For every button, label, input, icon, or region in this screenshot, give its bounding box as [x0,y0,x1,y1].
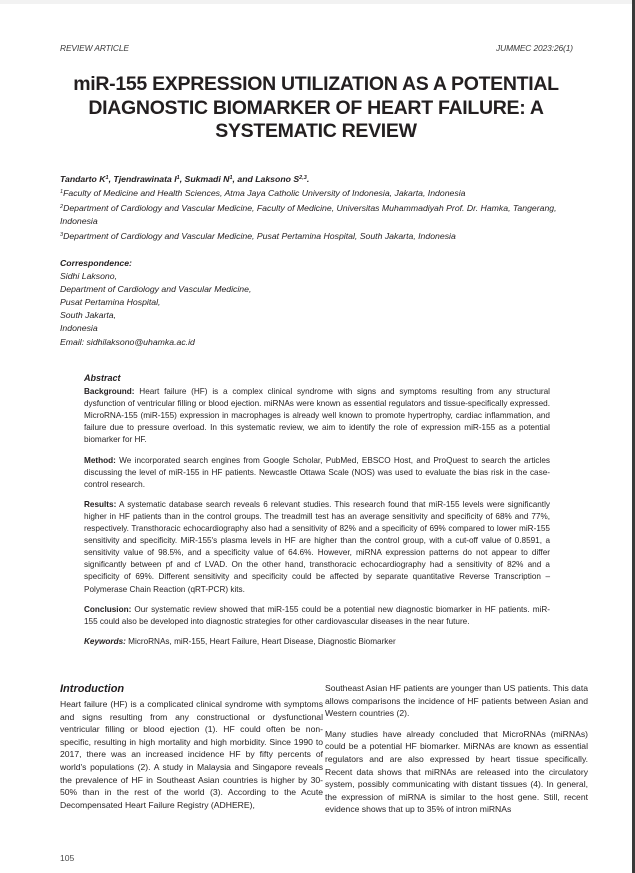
affiliation-sup: 2 [60,203,64,210]
author-name: , Tjendrawinata I [108,174,177,184]
introduction-heading: Introduction [60,683,125,695]
correspondence-line: Indonesia [60,323,98,334]
keywords-label: Keywords: [84,636,126,646]
author-list-end: . [306,174,310,184]
affiliation-sup: 3 [60,231,64,238]
author-affiliation-sup: 1 [105,175,109,181]
method-text: We incorporated search engines from Google Scholar, PubMed, EBSCO Host, and ProQuest to search the articles discussing the level of miR-155 in HF patients. Newcastle Ottawa Scale (NOS) was used to evaluate the bias risk in the case-control research. [84,455,550,489]
running-header-journal: JUMMEC 2023:26(1) [496,43,573,53]
correspondence-label: Correspondence: [60,258,132,268]
abstract-method [84,455,550,491]
affiliation-text: Department of Cardiology and Vascular Medicine, Faculty of Medicine, Universitas Muhammadiyah Prof. Dr. Hamka, Tangerang, Indonesia [60,202,557,227]
affiliation-2 [60,201,580,229]
author-list [60,172,580,186]
title-line-1: miR-155 EXPRESSION UTILIZATION AS A POTENTIAL [73,73,559,95]
author-name: , Sukmadi N [179,174,230,184]
affiliation-sup: 1 [60,189,64,196]
method-label: Method: [84,455,116,465]
background-text: Heart failure (HF) is a complex clinical syndrome with signs and symptoms resulting from any structural dysfunction of ventricular filling or blood ejection. miRNAs were known as essential regulators and tissue-specifically expressed. MicroRNA-155 (miR-155) expression in macrophages is already well known to promote hypertrophy, cardiac inflammation, and failure due to pressure overload. In this systematic review, we aim to identify the role of expression miR-155 as a potential biomarker for HF. [84,387,550,445]
background-label: Background: [84,387,135,397]
body-column-left [60,682,323,819]
affiliation-text: Faculty of Medicine and Health Sciences, Atma Jaya Catholic University of Indonesia, Jakarta, Indonesia [63,188,466,199]
author-name: Tandarto K [60,174,106,184]
page-top-strip [0,0,633,4]
author-affiliation-sup: 1 [176,175,180,181]
keywords-text: MicroRNAs, miR-155, Heart Failure, Heart Disease, Diagnostic Biomarker [125,636,396,646]
correspondence-line: Pusat Pertamina Hospital, [60,297,161,308]
author-affiliation-sup: 1 [229,175,233,181]
running-header-article-type: REVIEW ARTICLE [60,43,129,53]
abstract-conclusion [84,604,550,628]
body-paragraph: Southeast Asian HF patients are younger than US patients. This data allows comparisons the incidence of HF patients between Asian and Western countries (2). [325,683,588,719]
conclusion-text: Our systematic review showed that miR-155 could be a potential new diagnostic biomarker in HF patients. miR-155 could also be developed into diagnostic strategies for other cardiovascular diseases in the near future. [84,604,550,626]
abstract-background [84,386,550,446]
abstract-results [84,499,550,596]
affiliation-3 [60,229,580,243]
conclusion-label: Conclusion: [84,604,132,614]
body-column-right [325,682,588,824]
page-number: 105 [60,853,75,863]
title-line-2: DIAGNOSTIC BIOMARKER OF HEART FAILURE: A [88,96,544,119]
affiliation-1 [60,186,580,200]
body-paragraph: Heart failure (HF) is a complicated clinical syndrome with symptoms and signs resulting from any constructional or dysfunctional ventricular filling or blood ejection (1). HF could often be non-specific, resulting in high mortality and high morbidity. Since 1990 to 2017, there was an increased incidence HF by fifty percents of world's populations (2). A study in Malaysia and Singapore reveals the prevalence of HF in Southeast Asian countries is higher by 30-50% than in the rest of the world (3). According to the Acute Decompensated Heart Failure Registry (ADHERE), [60,699,323,810]
correspondence-line: Sidhi Laksono, [60,271,117,282]
author-affiliation-sup: 2,3 [299,175,307,181]
body-paragraph: Many studies have already concluded that MicroRNAs (miRNAs) could be a potential HF biomarker. MiRNAs are known as essential regulators and are also expressed by heart tissue specifically. Recent data shows that miRNAs are released into the circulatory system, possibly communicating with distant tissues (4). In general, the expression of miRNA is similar to the host gene. Still, recent evidence shows that up to 35% of intron miRNAs [325,728,588,815]
abstract-heading: Abstract [84,373,121,383]
author-name: , and Laksono S [232,174,300,184]
title-line-3: SYSTEMATIC REVIEW [215,120,417,142]
correspondence-line: South Jakarta, [60,310,117,321]
affiliation-text: Department of Cardiology and Vascular Medicine, Pusat Pertamina Hospital, South Jakarta, Indonesia [63,230,456,241]
correspondence-block [60,257,251,349]
correspondence-line: Department of Cardiology and Vascular Medicine, [60,284,252,295]
abstract-keywords [84,636,550,648]
results-text: A systematic database search reveals 6 relevant studies. This research found that miR-155 levels were significantly higher in HF patients than in the control groups. The treadmill test has an average sensitivity and specificity of 68% and 77%, respectively. Transthoracic echocardiography also had a sensitivity of 82% and a specificity of 69% compared to lower miR-155 sensitivity and specificity. MiR-155's plasma levels in HF are higher than the control group, with a cut-off value of 0.8591, a sensitivity value of 98.5%, and a specificity value of 64.6%. However, miRNA expression patterns do not appear to differ significantly between pf and cf LVAD. On the other hand, transthoracic echocardiography had a sensitivity of 82% and a specificity of 69%. Different sensitivity and specificity could be affected by separate quantitative Reverse Transcription – Polymerase Chain Reaction (qRT-PCR) kits. [84,499,550,594]
correspondence-email[interactable]: Email: sidhilaksono@uhamka.ac.id [60,336,195,347]
abstract-block [84,372,550,656]
paper-title [60,73,572,144]
authors-affiliations [60,172,580,243]
results-label: Results: [84,499,117,509]
